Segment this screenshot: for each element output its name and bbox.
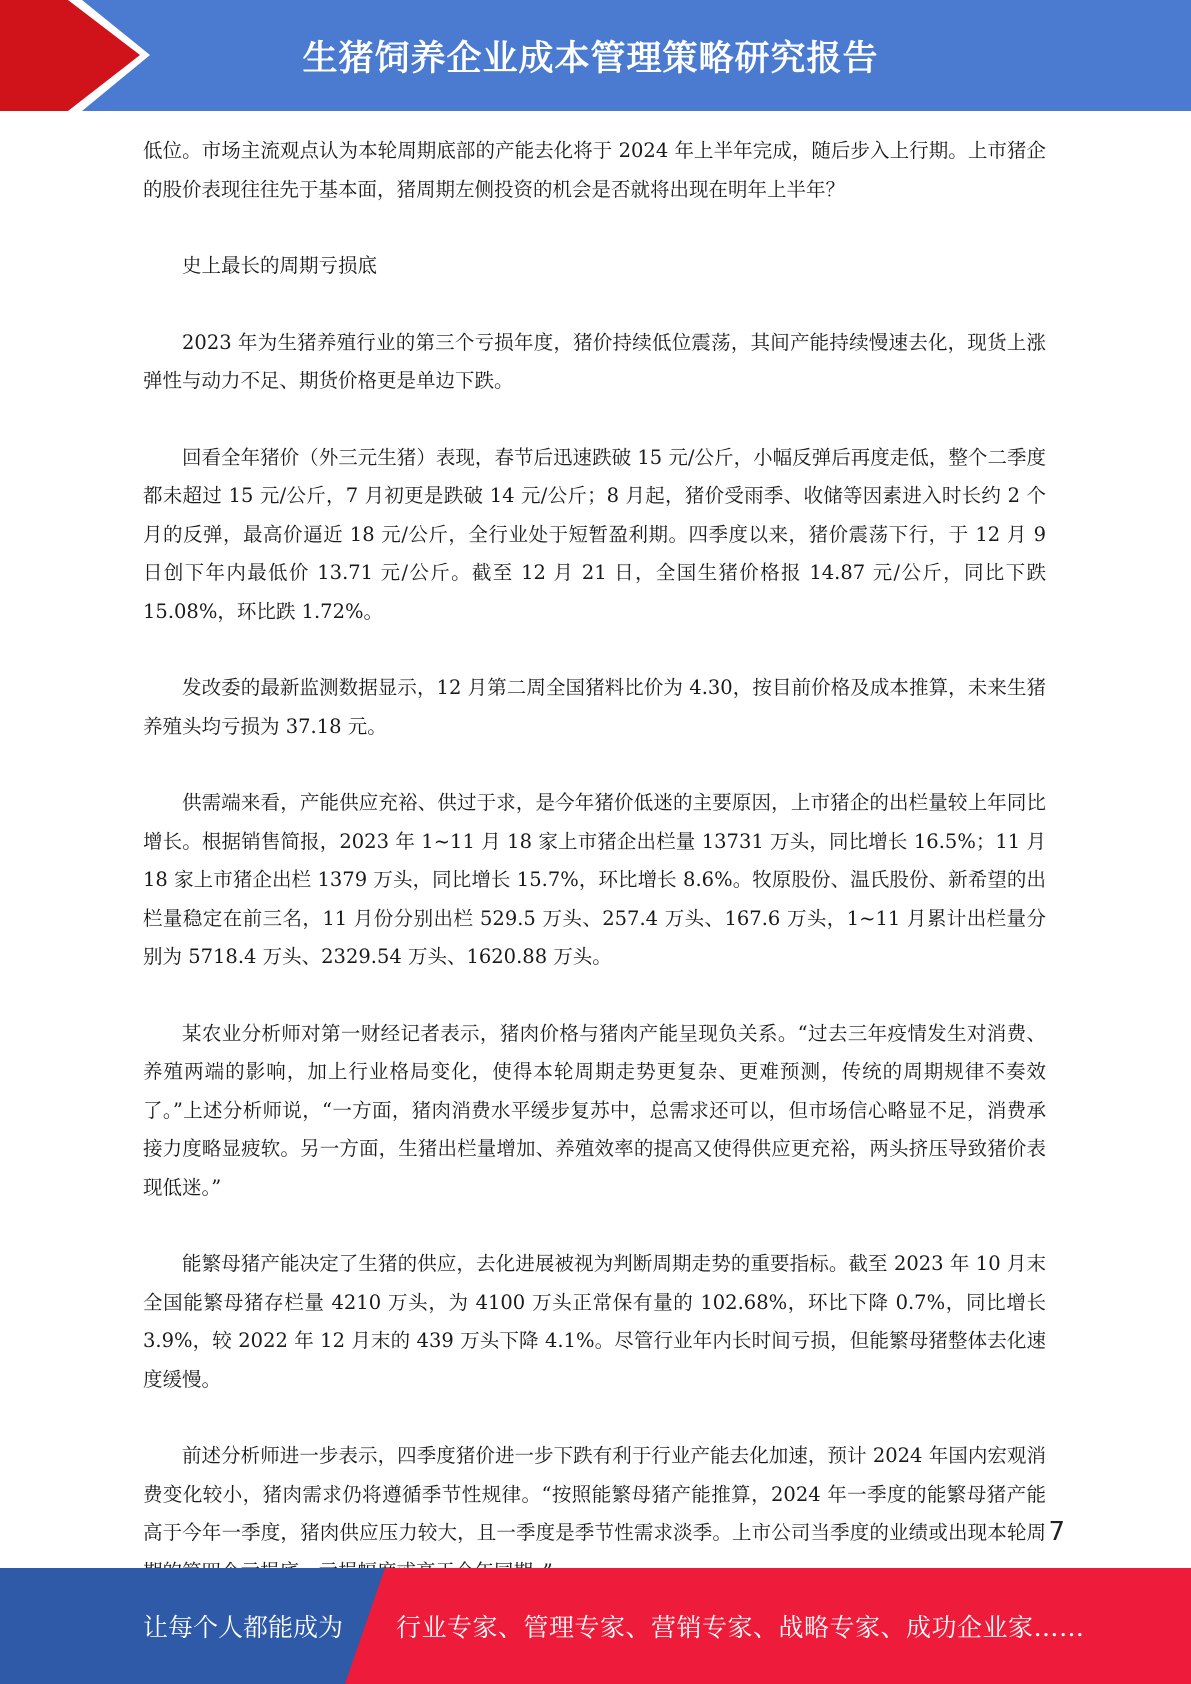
paragraph: 供需端来看，产能供应充裕、供过于求，是今年猪价低迷的主要原因，上市猪企的出栏量较上年同比增长。根据销售简报，2023 年 1~11 月 18 家上市猪企出栏量 13731 万头，同比增长 16.5%；11 月 18 家上市猪企出栏 1379 万头，同比增长 15.7%，环比增长 8.6%。牧原股份、温氏股份、新希望的出栏量稳定在前三名，11 月份分别出栏 529.5 万头、257.4 万头、167.6 万头，1~11 月累计出栏量分别为 5718.4 万头、2329.54 万头、1620.88 万头。 (143, 791, 1046, 968)
section-heading: 史上最长的周期亏损底 (182, 254, 378, 277)
header-arrow-decoration (0, 0, 150, 111)
paragraph: 能繁母猪产能决定了生猪的供应，去化进展被视为判断周期走势的重要指标。截至 2023 年 10 月末全国能繁母猪存栏量 4210 万头，为 4100 万头正常保有量的 102.68%，环比下降 0.7%，同比增长 3.9%，较 2022 年 12 月末的 439 万头下降 4.1%。尽管行业年内长时间亏损，但能繁母猪整体去化速度缓慢。 (143, 1252, 1046, 1391)
paragraph: 回看全年猪价（外三元生猪）表现，春节后迅速跌破 15 元/公斤，小幅反弹后再度走低，整个二季度都未超过 15 元/公斤，7 月初更是跌破 14 元/公斤；8 月起，猪价受雨季、收储等因素进入时长约 2 个月的反弹，最高价逼近 18 元/公斤，全行业处于短暂盈利期。四季度以来，猪价震荡下行，于 12 月 9 日创下年内最低价 13.71 元/公斤。截至 12 月 21 日，全国生猪价格报 14.87 元/公斤，同比下跌 15.08%，环比跌 1.72%。 (143, 445, 1046, 623)
footer-slogan-right: 行业专家、管理专家、营销专家、战略专家、成功企业家…… (396, 1613, 1085, 1642)
header-bar (0, 0, 1191, 111)
paragraph: 某农业分析师对第一财经记者表示，猪肉价格与猪肉产能呈现负关系。“过去三年疫情发生对消费、养殖两端的影响，加上行业格局变化，使得本轮周期走势更复杂、更难预测，传统的周期规律不奏效了。”上述分析师说，“一方面，猪肉消费水平缓步复苏中，总需求还可以，但市场信心略显不足，消费承接力度略显疲软。另一方面，生猪出栏量增加、养殖效率的提高又使得供应更充裕，两头挤压导致猪价表现低迷。” (143, 1021, 1046, 1199)
page-number: 7 (1048, 1517, 1065, 1547)
paragraph: 前述分析师进一步表示，四季度猪价进一步下跌有利于行业产能去化加速，预计 2024 年国内宏观消费变化较小，猪肉需求仍将遵循季节性规律。“按照能繁母猪产能推算，2024 年一季度的能繁母猪产能高于今年一季度，猪肉供应压力较大，且一季度是季节性需求淡季。上市公司当季度的业绩或出现本轮周 (143, 1444, 1046, 1544)
article-body (143, 132, 1046, 1629)
report-title: 生猪饲养企业成本管理策略研究报告 (302, 38, 879, 79)
footer-bar (0, 1568, 1191, 1684)
paragraph: 2023 年为生猪养殖行业的第三个亏损年度，猪价持续低位震荡，其间产能持续慢速去化，现货上涨弹性与动力不足、期货价格更是单边下跌。 (143, 330, 1046, 392)
paragraph: 发改委的最新监测数据显示，12 月第二周全国猪料比价为 4.30，按目前价格及成本推算，未来生猪养殖头均亏损为 37.18 元。 (143, 676, 1046, 738)
footer-slogan-left: 让每个人都能成为 (143, 1613, 344, 1642)
paragraph: 低位。市场主流观点认为本轮周期底部的产能去化将于 2024 年上半年完成，随后步入上行期。上市猪企的股价表现往往先于基本面，猪周期左侧投资的机会是否就将出现在明年上半年？ (143, 139, 1046, 201)
